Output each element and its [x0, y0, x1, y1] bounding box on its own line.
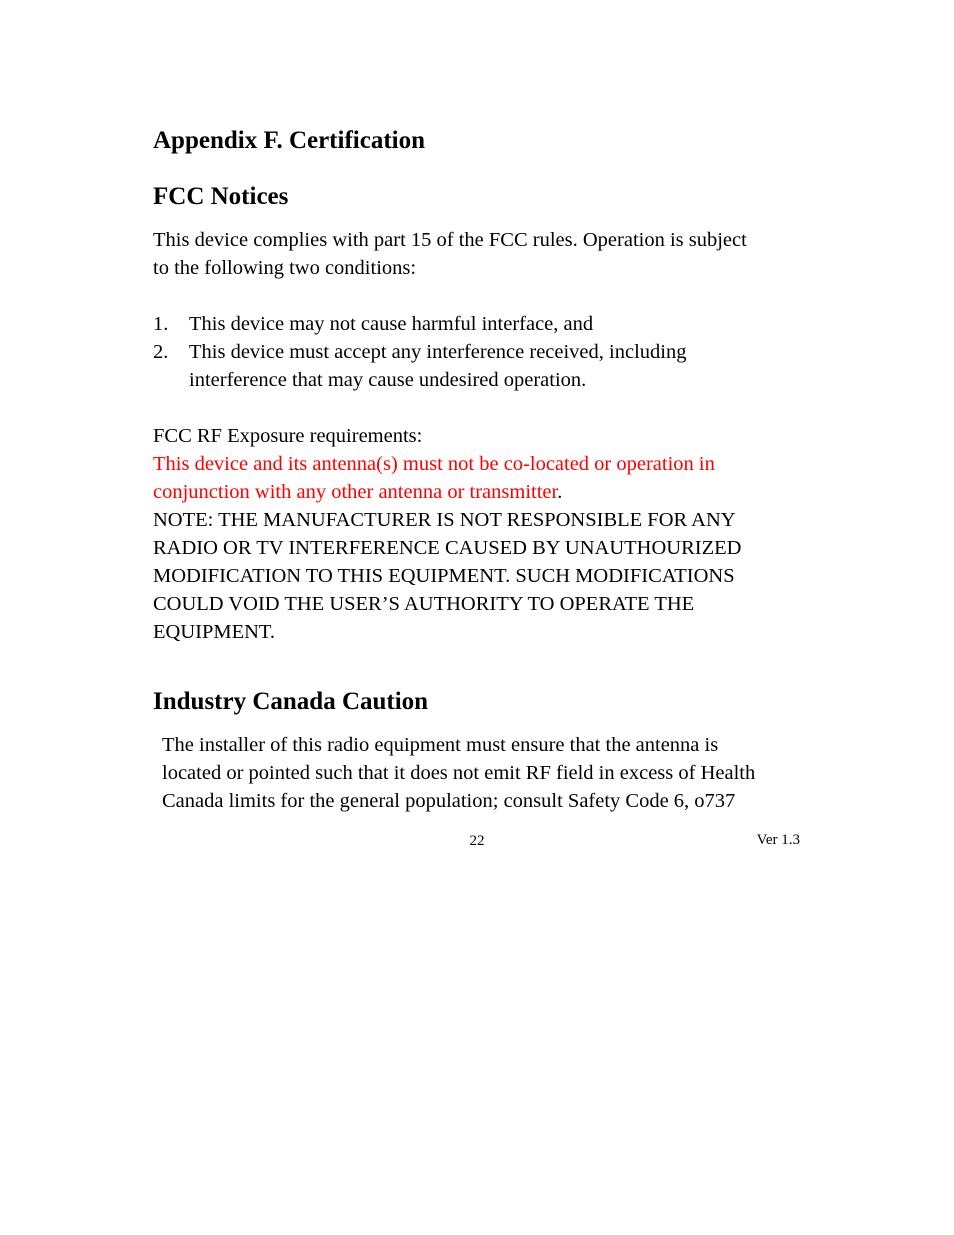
rf-warning-line: This device and its antenna(s) must not be co-located or operation in	[153, 453, 715, 475]
fcc-intro-line: This device complies with part 15 of the FCC rules. Operation is subject	[153, 229, 747, 251]
canada-line: Canada limits for the general population; consult Safety Code 6, o737	[162, 790, 736, 812]
note-line: RADIO OR TV INTERFERENCE CAUSED BY UNAUTHOURIZED	[153, 537, 742, 559]
version-label: Ver 1.3	[756, 832, 800, 848]
fcc-intro-paragraph	[153, 226, 813, 282]
fcc-notices-heading: FCC Notices	[153, 183, 289, 210]
note-line: COULD VOID THE USER’S AUTHORITY TO OPERATE THE	[153, 593, 695, 615]
list-item	[153, 338, 813, 366]
list-item-text: interference that may cause undesired operation.	[189, 369, 587, 391]
list-item-number: 1.	[153, 313, 169, 335]
appendix-title: Appendix F. Certification	[153, 127, 425, 154]
industry-canada-heading: Industry Canada Caution	[153, 688, 429, 715]
fcc-conditions-list	[153, 310, 813, 394]
rf-warning-text: conjunction with any other antenna or transmitter	[153, 481, 558, 503]
rf-warning-line-wrap	[153, 478, 813, 506]
note-line: EQUIPMENT.	[153, 621, 276, 643]
rf-warning-period: .	[557, 481, 563, 503]
page-number: 22	[469, 833, 485, 849]
canada-line: located or pointed such that it does not emit RF field in excess of Health	[162, 762, 756, 784]
list-item-text: This device must accept any interference received, including	[189, 341, 687, 363]
rf-exposure-heading: FCC RF Exposure requirements:	[153, 425, 423, 447]
list-item-number: 2.	[153, 341, 169, 363]
canada-line: The installer of this radio equipment must ensure that the antenna is	[162, 734, 719, 756]
list-item	[153, 310, 813, 338]
list-item-continuation	[153, 366, 813, 394]
note-line: MODIFICATION TO THIS EQUIPMENT. SUCH MODIFICATIONS	[153, 565, 735, 587]
rf-exposure-section	[153, 422, 813, 646]
list-item-text: This device may not cause harmful interface, and	[189, 313, 594, 335]
industry-canada-paragraph	[162, 731, 813, 815]
fcc-intro-line: to the following two conditions:	[153, 257, 417, 279]
note-line: NOTE: THE MANUFACTURER IS NOT RESPONSIBLE FOR ANY	[153, 509, 736, 531]
